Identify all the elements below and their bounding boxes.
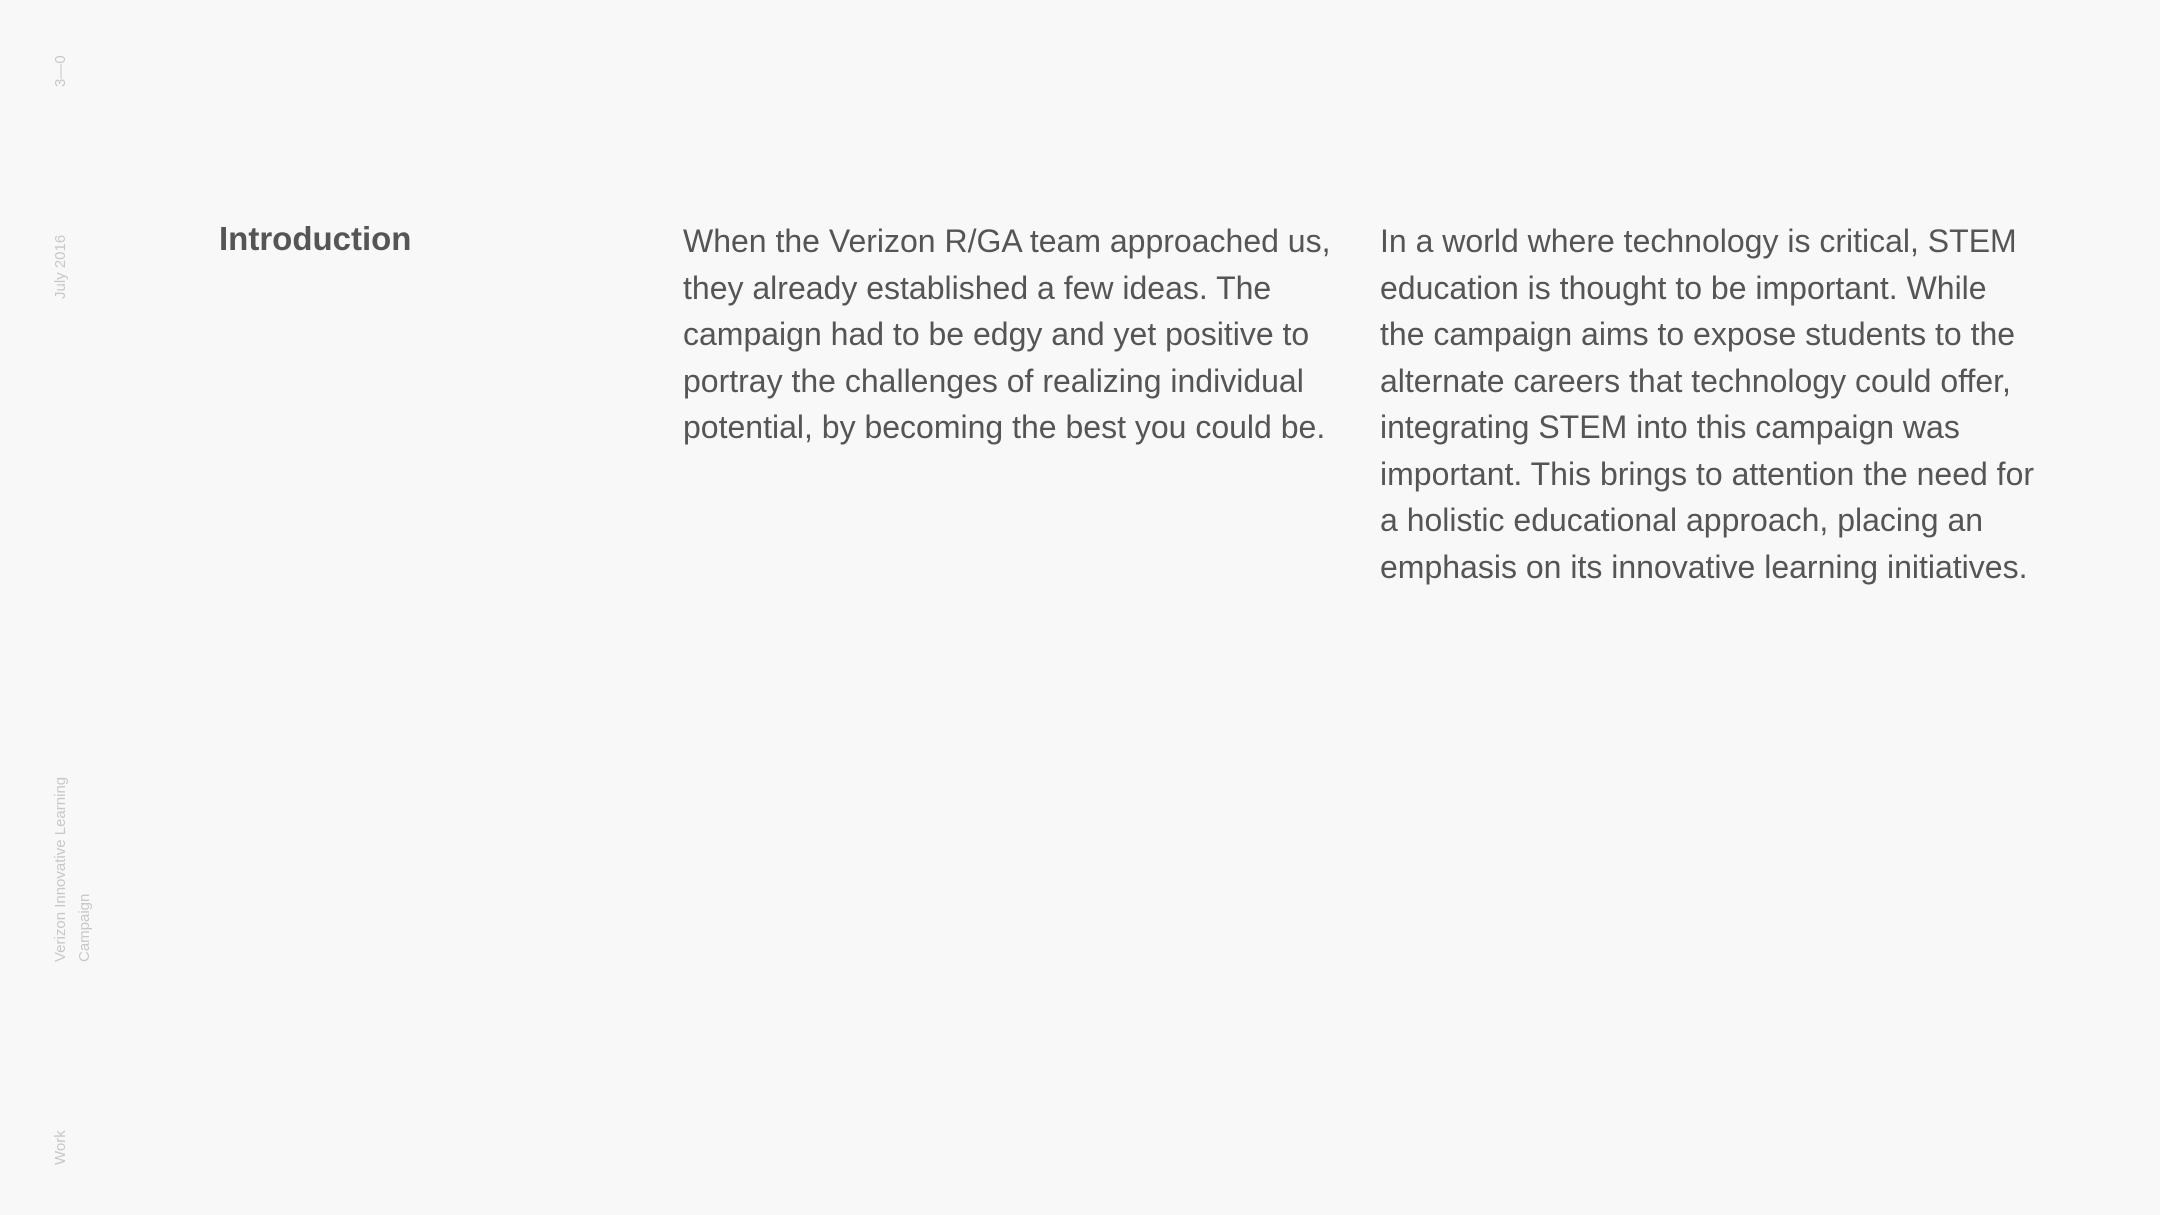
- paragraph-line: potential, by becoming the best you could be.: [683, 409, 1326, 445]
- project-title-line: Campaign: [76, 893, 93, 962]
- paragraph-right: [1380, 218, 2080, 590]
- page-number: [49, 55, 73, 87]
- paragraph-line: education is thought to be important. While: [1380, 269, 1987, 306]
- section-label: [49, 1130, 73, 1165]
- paragraph-line: campaign had to be edgy and yet positive to: [683, 316, 1310, 352]
- paragraph-line: In a world where technology is critical, STEM: [1380, 223, 2017, 259]
- date-text: July 2016: [52, 234, 69, 299]
- paragraph-line: When the Verizon R/GA team approached us,: [683, 223, 1331, 259]
- paragraph-line: emphasis on its innovative learning initiatives.: [1380, 548, 2028, 585]
- project-title: [49, 777, 97, 962]
- paragraph-left: [683, 218, 1368, 451]
- paragraph-line: a holistic educational approach, placing an: [1380, 502, 1984, 538]
- section-text: Work: [52, 1130, 69, 1165]
- paragraph-line: portray the challenges of realizing individual: [683, 362, 1304, 399]
- project-title-line: Verizon Innovative Learning: [52, 776, 69, 962]
- paragraph-line: they already established a few ideas. The: [683, 269, 1272, 306]
- paragraph-line: the campaign aims to expose students to the: [1380, 316, 2016, 352]
- date-label: [49, 235, 73, 299]
- page-number-text: 3—0: [52, 55, 69, 87]
- paragraph-line: important. This brings to attention the need for: [1380, 455, 2035, 492]
- section-heading: Introduction: [219, 220, 412, 257]
- paragraph-line: integrating STEM into this campaign was: [1380, 409, 1960, 445]
- paragraph-line: alternate careers that technology could offer,: [1380, 362, 2011, 399]
